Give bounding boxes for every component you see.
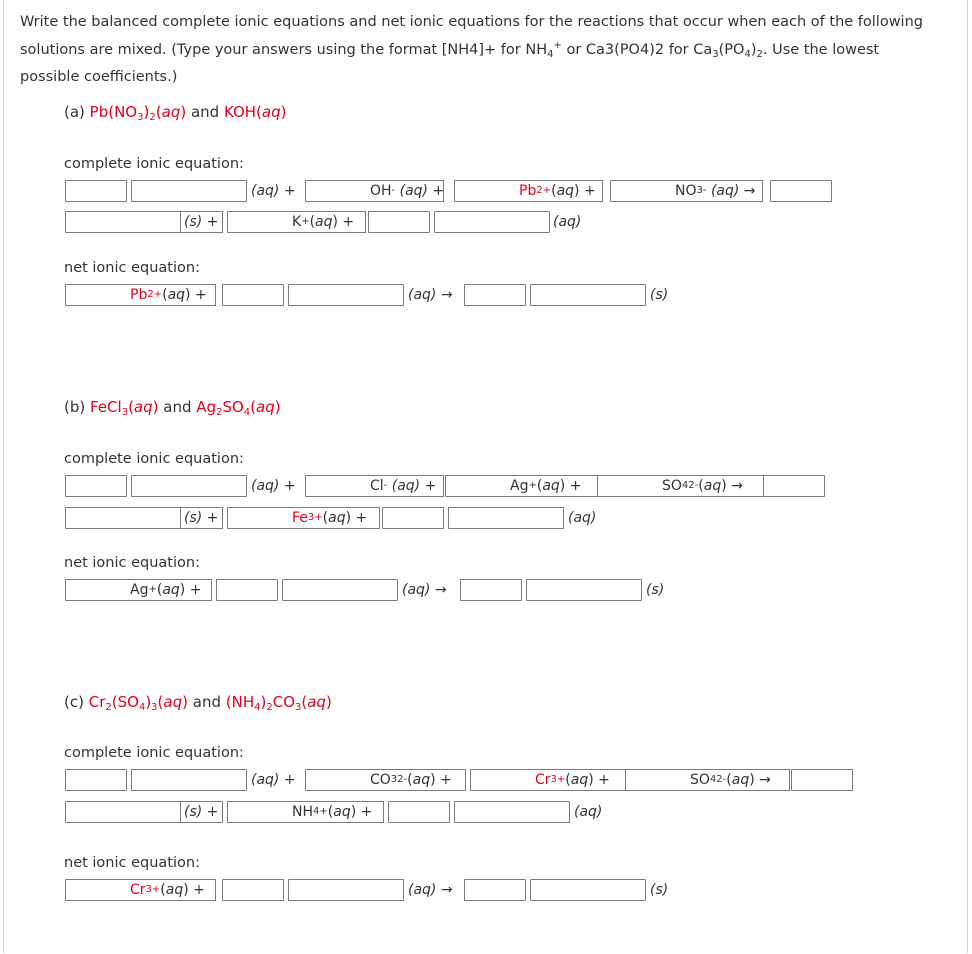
instructions-line-3: possible coefficients.) <box>20 69 178 85</box>
part-a-complete-coef-1[interactable] <box>65 180 127 202</box>
part-b-complete-coef-1[interactable] <box>65 475 127 497</box>
part-c-complete-coef-7[interactable] <box>388 801 450 823</box>
part-a-net-species-2[interactable] <box>530 284 646 306</box>
part-c-ion-carbonate: CO 3 2- ( aq ) + <box>366 769 466 791</box>
part-b-net-s: (s) <box>646 582 665 598</box>
part-a-net-ion-lead: Pb 2+ (aq) + <box>126 284 216 306</box>
part-b-aq-end: (aq) <box>568 510 597 526</box>
part-a-net-label: net ionic equation: <box>64 260 200 276</box>
part-a-complete-species-1[interactable] <box>131 180 247 202</box>
part-b-complete-coef-4[interactable] <box>597 475 659 497</box>
part-b-net-species-1[interactable] <box>282 579 398 601</box>
part-b-ion-chloride: Cl - (aq) + <box>366 475 444 497</box>
part-b-complete-species-3[interactable] <box>448 507 564 529</box>
part-c-net-coef-1[interactable] <box>65 879 127 901</box>
part-a-complete-label: complete ionic equation: <box>64 156 244 172</box>
part-a-complete-coef-5[interactable] <box>770 180 832 202</box>
instructions <box>20 9 950 92</box>
part-a-complete-species-2[interactable] <box>65 211 181 233</box>
part-c-net-aq-arrow: (aq) → <box>408 882 453 898</box>
part-b-complete-coef-2[interactable] <box>305 475 367 497</box>
part-c-complete-coef-1[interactable] <box>65 769 127 791</box>
part-a-complete-coef-2[interactable] <box>305 180 367 202</box>
part-a-net-aq-arrow: (aq) → <box>408 287 453 303</box>
part-b-net-coef-1[interactable] <box>65 579 127 601</box>
part-c-net-species-2[interactable] <box>530 879 646 901</box>
instructions-line-2: solutions are mixed. (Type your answers using the format [NH4]+ for $NH_4^+$ or Ca3(PO4)2 for $Ca_3(PO_4)_2$. Use the lowest <box>20 39 880 60</box>
part-c-s-plus: (s) + <box>180 801 223 823</box>
part-c-net-ion-chromium: Cr 3+ (aq) + <box>126 879 216 901</box>
part-b-s-plus: (s) + <box>180 507 223 529</box>
part-a-title: (a) $Pb(NO_3)_2(aq)$ and KOH(aq) <box>64 103 287 123</box>
part-c-aq-end: (aq) <box>574 804 603 820</box>
part-b-title: (b) FeCl$_3$(aq) and $Ag_2SO_4(aq)$ <box>64 398 281 418</box>
part-a-aq-plus-1: (aq) + <box>251 183 296 199</box>
instructions-line-1: Write the balanced complete ionic equations and net ionic equations for the reactions that occur when each of the following <box>20 14 923 30</box>
part-c-ion-ammonium: NH 4 + ( aq ) + <box>288 801 384 823</box>
part-b-ion-sulfate: SO 4 2- ( aq ) → <box>658 475 766 497</box>
part-c-ion-chromium: Cr 3+ (aq) + <box>531 769 627 791</box>
part-a-complete-coef-6[interactable] <box>227 211 289 233</box>
part-c-complete-coef-6[interactable] <box>227 801 289 823</box>
part-b-complete-coef-6[interactable] <box>227 507 289 529</box>
part-a-complete-coef-4[interactable] <box>610 180 672 202</box>
part-a-s-plus: (s) + <box>180 211 223 233</box>
part-c-complete-coef-4[interactable] <box>625 769 687 791</box>
part-a-net-s: (s) <box>650 287 669 303</box>
part-a-complete-coef-7[interactable] <box>368 211 430 233</box>
part-c-complete-coef-5[interactable] <box>791 769 853 791</box>
part-c-net-s: (s) <box>650 882 669 898</box>
part-c-net-species-1[interactable] <box>288 879 404 901</box>
part-c-net-coef-2[interactable] <box>222 879 284 901</box>
part-c-complete-label: complete ionic equation: <box>64 745 244 761</box>
part-b-net-aq-arrow: (aq) → <box>402 582 447 598</box>
part-c-complete-species-3[interactable] <box>454 801 570 823</box>
part-c-complete-coef-2[interactable] <box>305 769 367 791</box>
part-c-ion-sulfate: SO 4 2- ( aq ) → <box>686 769 790 791</box>
part-b-complete-coef-5[interactable] <box>763 475 825 497</box>
part-b-net-coef-2[interactable] <box>216 579 278 601</box>
part-a-ion-nitrate: NO 3 - (aq) → <box>671 180 763 202</box>
part-b-net-label: net ionic equation: <box>64 555 200 571</box>
part-b-complete-species-2[interactable] <box>65 507 181 529</box>
part-b-complete-coef-7[interactable] <box>382 507 444 529</box>
part-c-aq-plus-1: (aq) + <box>251 772 296 788</box>
part-b-complete-species-1[interactable] <box>131 475 247 497</box>
part-b-net-species-2[interactable] <box>526 579 642 601</box>
part-a-complete-coef-3[interactable] <box>454 180 516 202</box>
part-a-ion-potassium: K + ( aq ) + <box>288 211 366 233</box>
part-c-complete-species-2[interactable] <box>65 801 181 823</box>
part-c-title: (c) $Cr_2(SO_4)_3(aq)$ and $(NH_4)_2CO_3(aq)$ <box>64 693 332 713</box>
part-b-complete-label: complete ionic equation: <box>64 451 244 467</box>
part-c-net-coef-3[interactable] <box>464 879 526 901</box>
part-b-complete-coef-3[interactable] <box>445 475 507 497</box>
part-a-ion-lead: Pb 2+ (aq) + <box>515 180 603 202</box>
part-a-net-coef-1[interactable] <box>65 284 127 306</box>
part-b-aq-plus-1: (aq) + <box>251 478 296 494</box>
part-a-aq-end: (aq) <box>553 214 582 230</box>
part-a-ion-hydroxide: OH - (aq) + <box>366 180 444 202</box>
part-b-net-coef-3[interactable] <box>460 579 522 601</box>
part-a-net-species-1[interactable] <box>288 284 404 306</box>
part-c-net-label: net ionic equation: <box>64 855 200 871</box>
part-a-net-coef-2[interactable] <box>222 284 284 306</box>
part-b-ion-iron: Fe 3+ (aq) + <box>288 507 380 529</box>
part-c-complete-species-1[interactable] <box>131 769 247 791</box>
part-a-net-coef-3[interactable] <box>464 284 526 306</box>
part-c-complete-coef-3[interactable] <box>470 769 532 791</box>
part-b-net-ion-silver: Ag + ( aq ) + <box>126 579 212 601</box>
part-a-complete-species-3[interactable] <box>434 211 550 233</box>
part-b-ion-silver: Ag + ( aq ) + <box>506 475 598 497</box>
